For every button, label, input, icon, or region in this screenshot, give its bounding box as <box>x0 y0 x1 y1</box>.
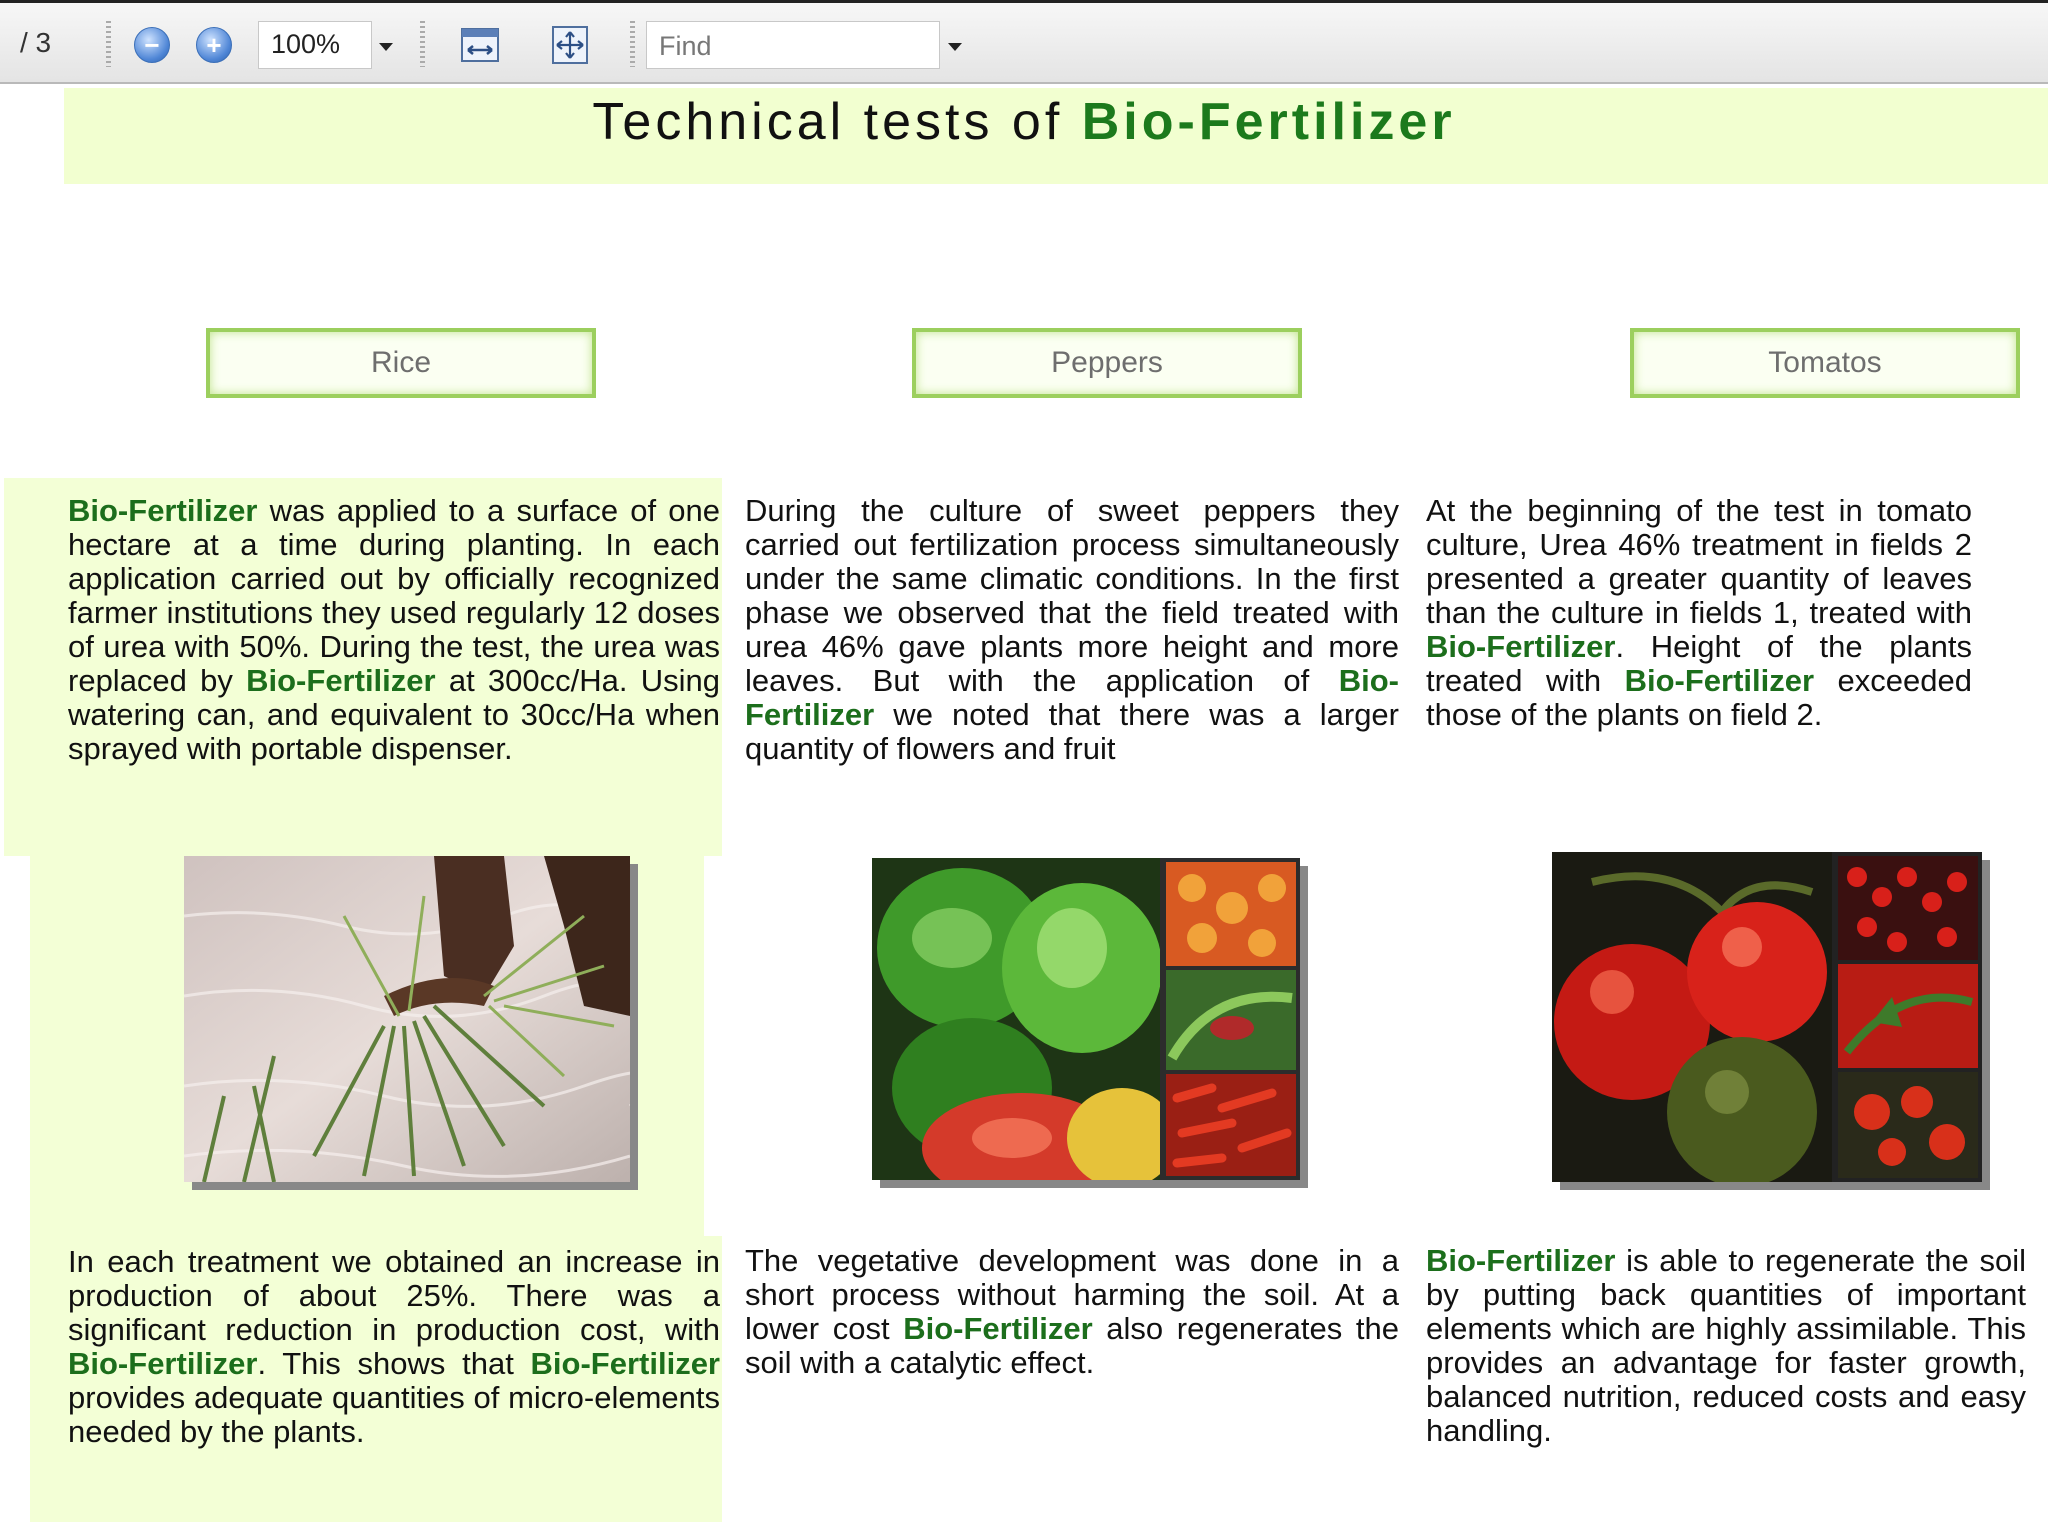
pdf-toolbar <box>0 0 2048 84</box>
peppers-button[interactable]: Peppers <box>912 328 1302 398</box>
zoom-out-button[interactable] <box>134 27 170 63</box>
find-field[interactable] <box>646 21 940 69</box>
tomatos-results: Bio-Fertilizer is able to regenerate the soil by putting back quantities of important elements which are highly assimilable. This provides an advantage for faster growth, balanced nutrition, reduced costs and easy handling. <box>1426 1243 2026 1448</box>
rice-description: Bio-Fertilizer was applied to a surface of one hectare at a time during planting. In each application carried out by officially recognized farmer institutions they used regularly 12 doses of urea with 50%. During the test, the urea was replaced by Bio-Fertilizer at 300cc/Ha. Using watering can, and equivalent to 30cc/Ha when sprayed with portable dispenser. <box>68 493 720 766</box>
page-count: / 3 <box>20 27 52 58</box>
tomatos-description: At the beginning of the test in tomato culture, Urea 46% treatment in fields 2 presented a greater quantity of leaves than the culture in fields 1, treated with Bio-Fertilizer. Height of the plants treated with Bio-Fertilizer exceeded those of the plants on field 2. <box>1426 493 1972 732</box>
zoom-level-field[interactable] <box>258 21 372 69</box>
fit-width-icon <box>458 23 502 67</box>
find-input[interactable] <box>657 25 931 67</box>
zoom-in-button[interactable] <box>196 27 232 63</box>
zoom-value: 100% <box>271 29 341 59</box>
peppers-results: The vegetative development was done in a short process without harming the soil. At a lower cost Bio-Fertilizer also regenerates the soil with a catalytic effect. <box>745 1243 1399 1380</box>
fit-page-button[interactable] <box>548 23 592 67</box>
tomatos-collage-photo <box>1552 852 1982 1182</box>
toolbar-separator <box>106 21 111 67</box>
toolbar-separator <box>630 21 635 67</box>
minus-icon: − <box>144 30 160 60</box>
rice-planting-photo <box>184 856 630 1182</box>
page-title: Technical tests of Bio-Fertilizer <box>592 93 1456 151</box>
toolbar-separator <box>420 21 425 67</box>
tomatos-button[interactable]: Tomatos <box>1630 328 2020 398</box>
fit-width-button[interactable] <box>458 23 502 67</box>
fit-page-icon <box>548 23 592 67</box>
find-options-dropdown-icon[interactable] <box>948 43 962 51</box>
rice-button[interactable]: Rice <box>206 328 596 398</box>
peppers-collage-photo <box>872 858 1300 1180</box>
zoom-dropdown-icon[interactable] <box>379 43 393 51</box>
rice-results: In each treatment we obtained an increase in production of about 25%. There was a significant reduction in production cost, with Bio-Fertilizer. This shows that Bio-Fertilizer provides adequate quantities of micro-elements needed by the plants. <box>68 1244 720 1449</box>
plus-icon: + <box>206 30 222 60</box>
peppers-description: During the culture of sweet peppers they carried out fertilization process simultaneously under the same climatic conditions. In the first phase we observed that the field treated with urea 46% gave plants more height and more leaves. But with the application of Bio-Fertilizer we noted that there was a larger quantity of flowers and fruit <box>745 493 1399 766</box>
